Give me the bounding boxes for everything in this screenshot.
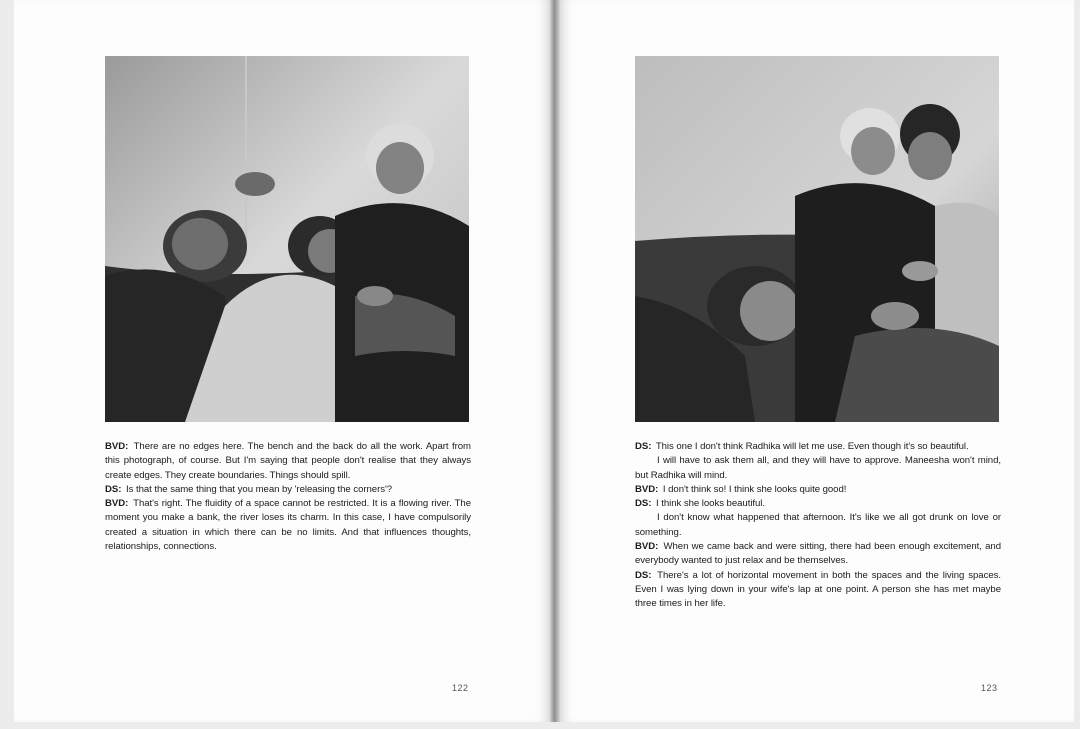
paragraph-text: I think she looks beautiful. — [656, 498, 765, 510]
paragraph-text: I don't think so! I think she looks quite good! — [662, 483, 847, 495]
speaker-label: DS: — [635, 569, 652, 581]
paragraph-text: That's right. The fluidity of a space cannot be restricted. It is a flowing river. The moment you make a bank, the river loses its charm. In this case, I have compulsorily created a situation in which there can be no limits. And that influences thoughts, relationships, connections. — [105, 498, 471, 553]
paragraph-text: There's a lot of horizontal movement in both the spaces and the living spaces. Even I was lying down in your wife's lap at one point. A person she has met maybe three times in her life. — [635, 569, 1001, 610]
speaker-label: DS: — [635, 498, 652, 510]
paragraph — [635, 440, 1001, 454]
paragraph — [105, 483, 471, 497]
photo-three-people-reclining — [105, 56, 469, 422]
speaker-label: DS: — [635, 441, 652, 452]
speaker-label: BVD: — [635, 483, 659, 495]
paragraph-text: I will have to ask them all, and they will have to approve. Maneesha won't mind, but Radhika will mind. — [635, 455, 1001, 481]
speaker-label: DS: — [105, 483, 122, 495]
paragraph-text: Is that the same thing that you mean by 'releasing the corners'? — [126, 483, 393, 495]
page-number: 123 — [981, 683, 998, 693]
right-page-text — [635, 440, 1001, 612]
right-page — [560, 0, 1074, 722]
photo-three-women-embracing — [635, 56, 999, 422]
left-page — [14, 0, 550, 722]
left-page-photo — [105, 56, 469, 422]
speaker-label: BVD: — [105, 441, 129, 452]
book-gutter — [550, 0, 560, 722]
paragraph-text: When we came back and were sitting, there had been enough excitement, and everybody wanted to just relax and be themselves. — [635, 541, 1001, 567]
paragraph-text: There are no edges here. The bench and the back do all the work. Apart from this photograph, of course. But I'm saying that people don't realise that they always create edges. They create boundaries. Things should spill. — [105, 441, 471, 481]
page-number: 122 — [452, 683, 469, 693]
paragraph — [105, 440, 471, 483]
right-page-photo — [635, 56, 999, 422]
speaker-label: BVD: — [105, 498, 129, 510]
paragraph — [635, 511, 1001, 540]
paragraph — [635, 540, 1001, 569]
speaker-label: BVD: — [635, 541, 659, 553]
left-page-text — [105, 440, 471, 554]
paragraph — [635, 454, 1001, 483]
paragraph-text: This one I don't think Radhika will let me use. Even though it's so beautiful. — [655, 441, 969, 452]
paragraph — [635, 569, 1001, 612]
paragraph — [635, 497, 1001, 511]
paragraph — [635, 483, 1001, 497]
paragraph-text: I don't know what happened that afternoon. It's like we all got drunk on love or something. — [635, 512, 1001, 538]
paragraph — [105, 497, 471, 554]
